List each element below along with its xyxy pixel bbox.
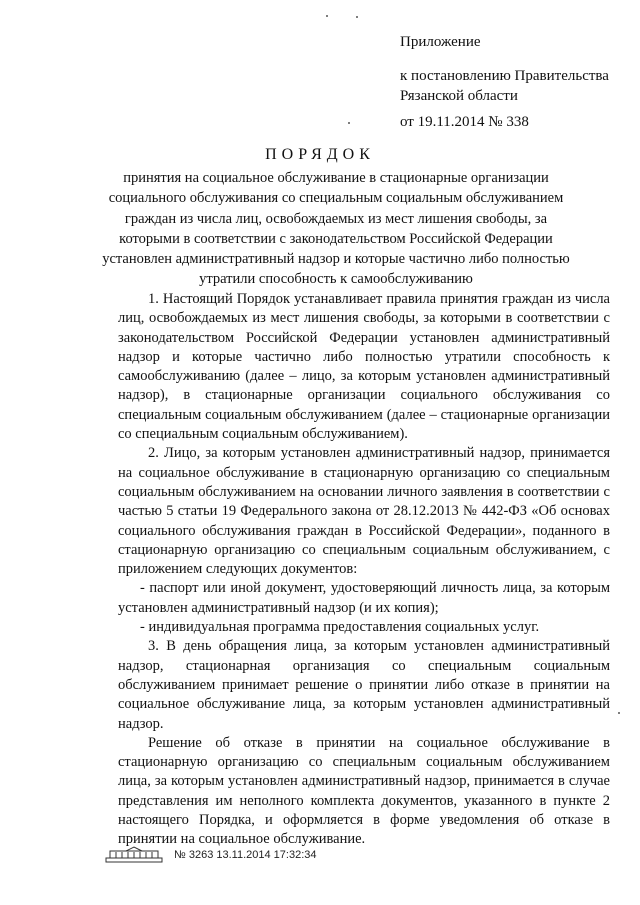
building-emblem-icon — [104, 846, 164, 864]
appendix-region: Рязанской области — [400, 88, 518, 104]
document-subtitle: принятия на социальное обслуживание в стационарные организации социального обслуживания со специальным социальным обслуживанием граждан из числа лиц, освобождаемых из мест лишения свободы, за которыми в соответствии с законодательством Российской Федерации установлен административный надзор и которые частично либо полностью утратили способность к самообслуживанию — [102, 170, 570, 288]
list-item-passport: - паспорт или иной документ, удостоверяющий личность лица, за которым установлен административный надзор (и их копия); — [118, 580, 610, 616]
document-title: ПОРЯДОК — [265, 146, 375, 163]
scan-speck — [326, 15, 328, 17]
scan-speck — [356, 16, 358, 18]
paragraph-3: 3. В день обращения лица, за которым установлен административный надзор, стационарная организация со специальным социальным обслуживанием принимает решение о принятии либо отказе в принятии на социальное обслуживание лица, за которым установлен административный надзор. — [118, 638, 610, 732]
paragraph-refusal: Решение об отказе в принятии на социальное обслуживание в стационарную организацию со специальным социальным обслуживанием лица, за которым установлен административный надзор, принимается в случае представления им неполного комплекта документов, указанного в пункте 2 настоящего Порядка, и оформляется в форме уведомления об отказе в принятии на социальное обслуживание. — [118, 734, 610, 848]
appendix-label: Приложение — [400, 34, 481, 50]
appendix-header — [400, 32, 609, 132]
scan-speck — [618, 712, 620, 714]
paragraph-1: 1. Настоящий Порядок устанавливает правила принятия граждан из числа лиц, освобождаемых из мест лишения свободы, за которыми в соответствии с законодательством Российской Федерации установлен административный надзор и которые частично либо полностью утратили способность к самообслуживанию (далее – лицо, за которым установлен административный надзор), в стационарные организации социального обслуживания со специальным социальным обслуживанием (далее – стационарные организации со специальным социальным обслуживанием). — [118, 291, 610, 443]
list-item-program: - индивидуальная программа предоставления социальных услуг. — [140, 619, 540, 636]
stamp-number-datetime: № 3263 13.11.2014 17:32:34 — [174, 849, 317, 861]
appendix-decree: к постановлению Правительства — [400, 68, 609, 84]
paragraph-2: 2. Лицо, за которым установлен административный надзор, принимается на социальное обслуживание в стационарную организацию со специальным социальным обслуживанием на основании личного заявления в соответствии с частью 5 статьи 19 Федерального закона от 28.12.2013 № 442-ФЗ «Об основах социального обслуживания граждан в Российской Федерации», поданного в стационарную организацию со специальным социальным обслуживанием, с приложением следующих документов: — [118, 445, 610, 578]
scan-speck — [348, 122, 350, 124]
appendix-date-number: от 19.11.2014 № 338 — [400, 114, 529, 130]
registration-stamp — [104, 846, 317, 864]
document-body — [118, 290, 610, 850]
